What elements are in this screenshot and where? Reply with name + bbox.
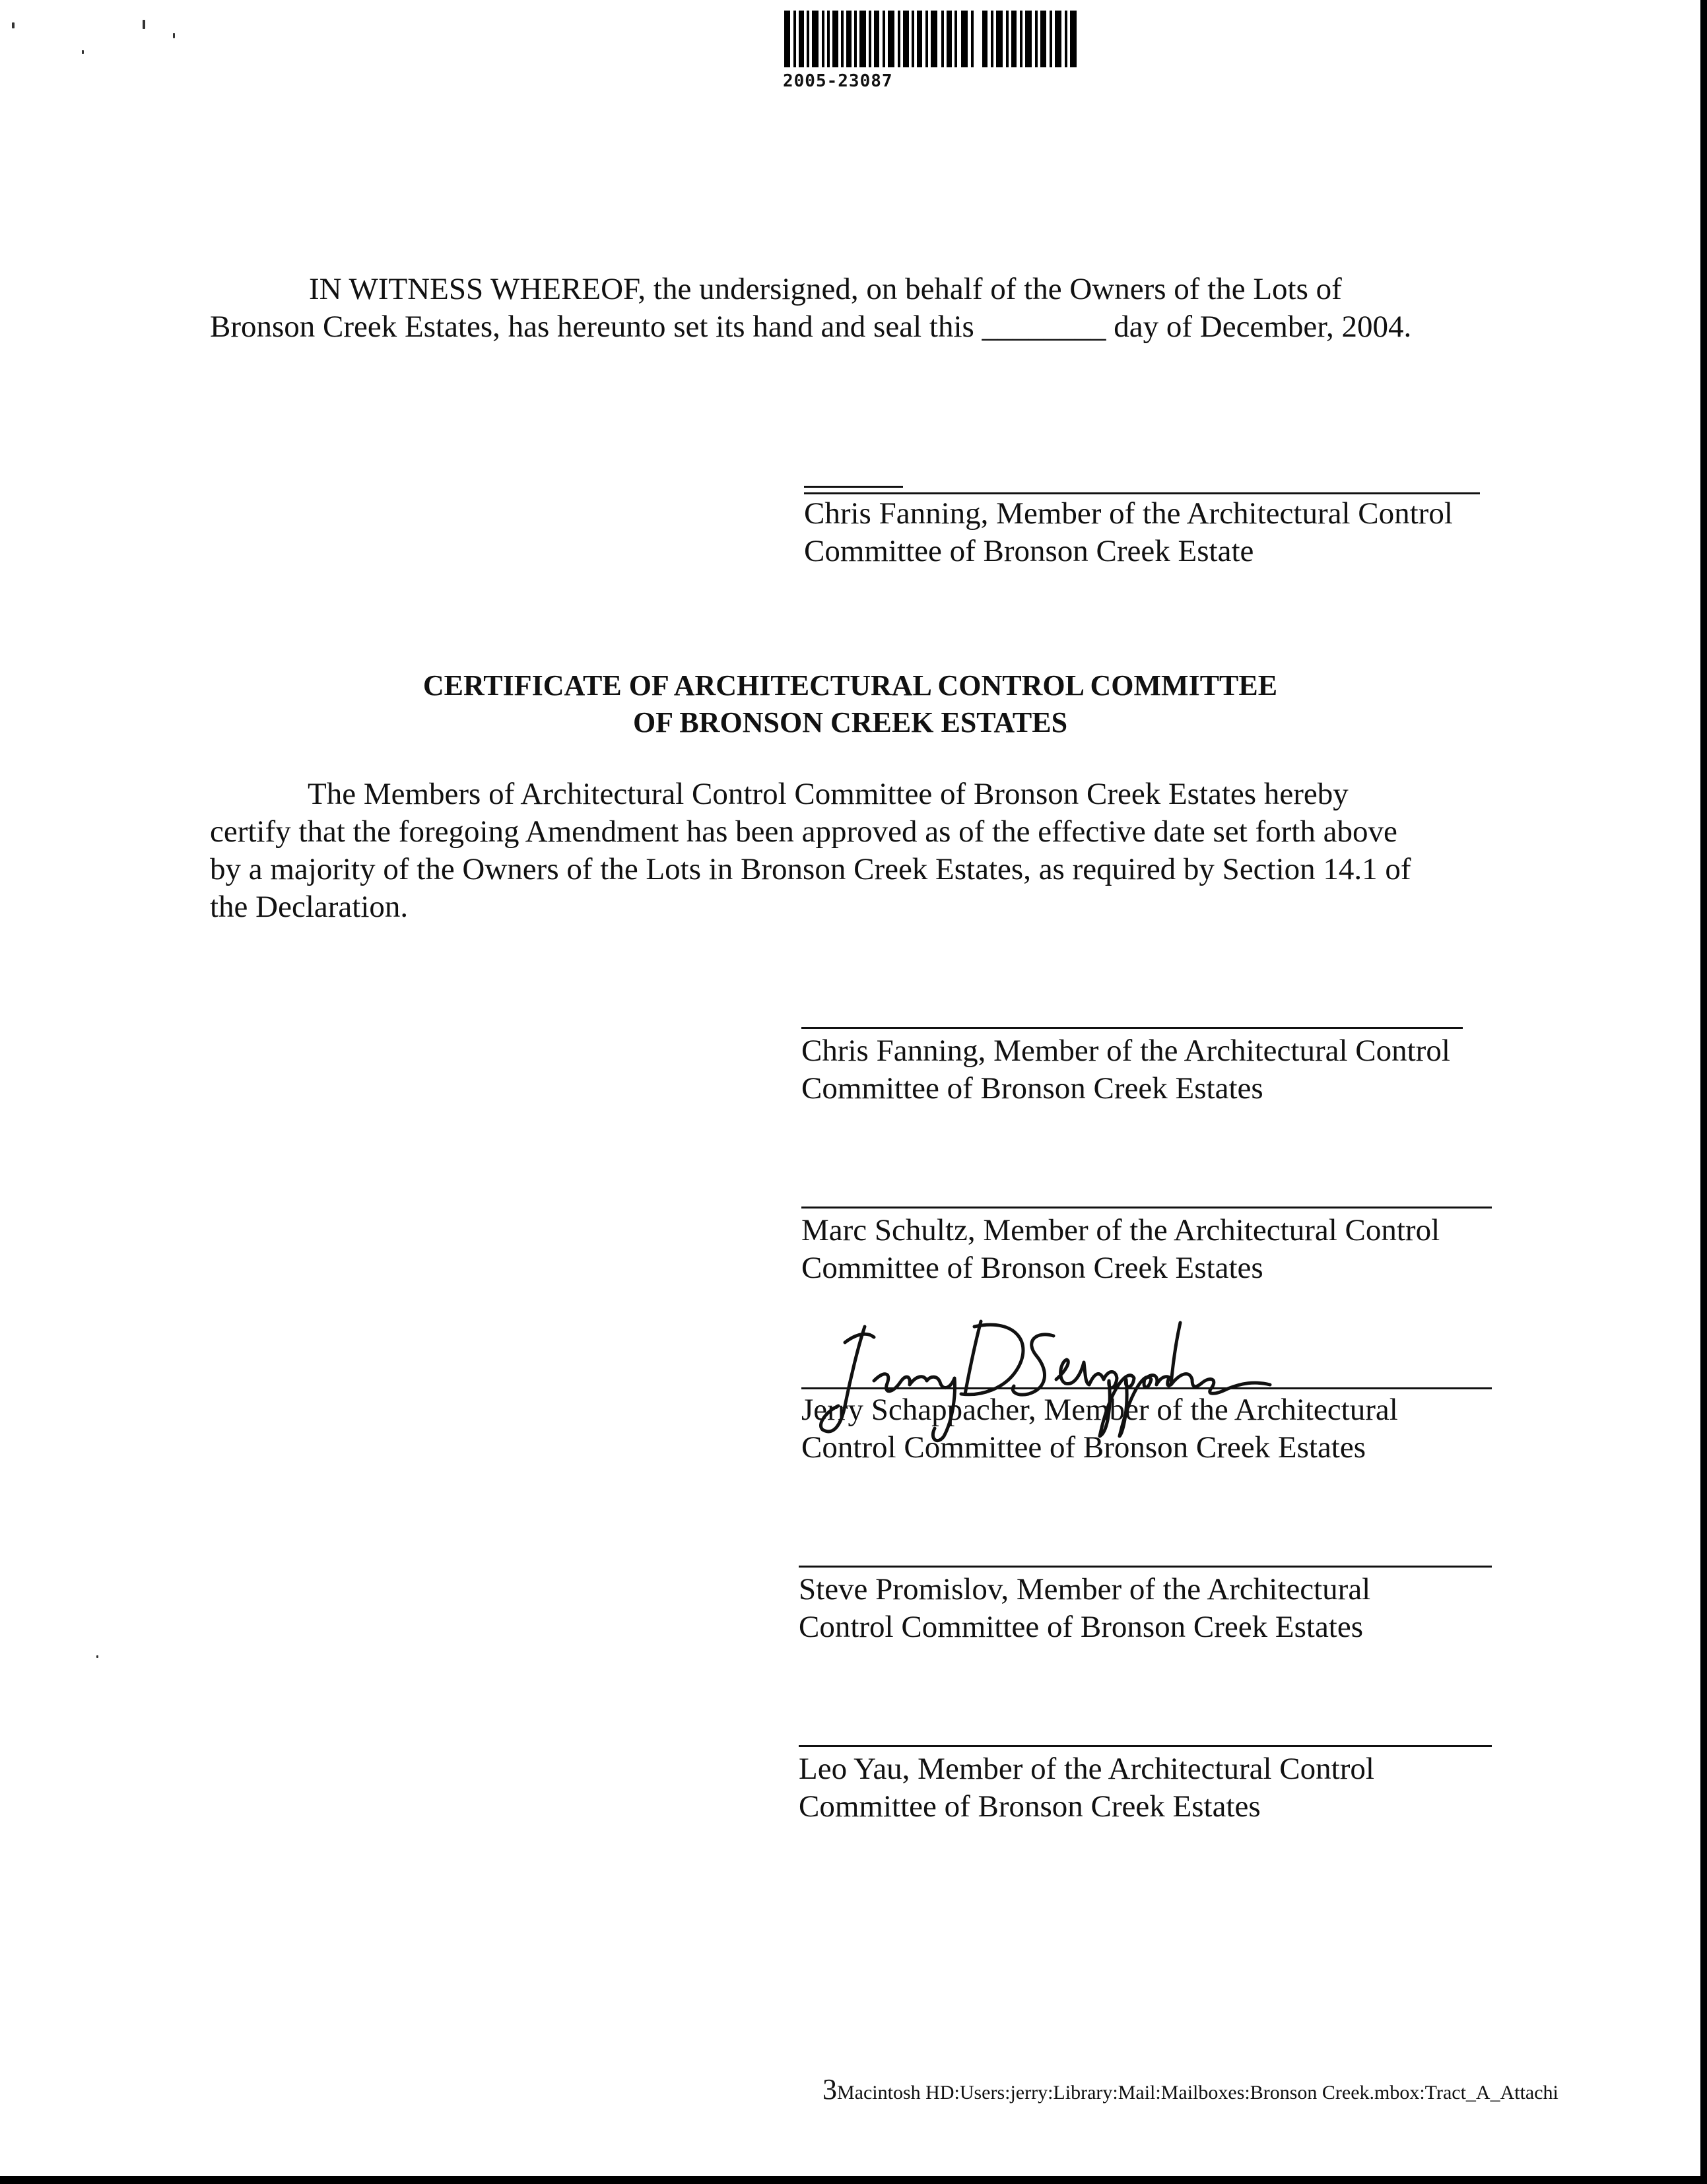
certificate-body-line-2: certify that the foregoing Amendment has been approved as of the effective date set forth above bbox=[210, 814, 1397, 849]
scan-speck bbox=[12, 22, 15, 28]
barcode-number: 2005-23087 bbox=[783, 71, 893, 91]
scan-speck bbox=[96, 1655, 98, 1658]
page-border-bottom bbox=[0, 2176, 1707, 2184]
page-border-right bbox=[1700, 0, 1707, 2184]
page-number: 3 bbox=[822, 2073, 837, 2105]
signatory-5-line-1: Leo Yau, Member of the Architectural Control bbox=[799, 1752, 1374, 1786]
barcode bbox=[784, 11, 1081, 67]
signatory-2-line-1: Marc Schultz, Member of the Architectural Control bbox=[801, 1213, 1440, 1247]
certificate-title-line-2: OF BRONSON CREEK ESTATES bbox=[632, 706, 1068, 739]
signatory-3-line-2: Control Committee of Bronson Creek Estates bbox=[801, 1430, 1366, 1465]
signature-line-short bbox=[804, 486, 903, 488]
certificate-body-line-1: The Members of Architectural Control Committee of Bronson Creek Estates hereby bbox=[308, 777, 1349, 811]
signatory-3-line-1: Jerry Schappacher, Member of the Architectural bbox=[801, 1393, 1398, 1427]
signature-line bbox=[799, 1745, 1492, 1747]
first-signatory-line-1: Chris Fanning, Member of the Architectural Control bbox=[804, 496, 1453, 531]
page-footer bbox=[822, 2072, 1558, 2106]
signature-line bbox=[804, 492, 1480, 494]
file-path: Macintosh HD:Users:jerry:Library:Mail:Mailboxes:Bronson Creek.mbox:Tract_A_Attachi bbox=[837, 2082, 1558, 2103]
signatory-2-line-2: Committee of Bronson Creek Estates bbox=[801, 1251, 1263, 1285]
certificate-body-line-3: by a majority of the Owners of the Lots in Bronson Creek Estates, as required by Section 14.1 of bbox=[210, 852, 1411, 886]
signature-line bbox=[801, 1027, 1463, 1029]
signature-line bbox=[799, 1566, 1492, 1568]
handwritten-signature bbox=[819, 1307, 1274, 1445]
certificate-body-line-4: the Declaration. bbox=[210, 890, 409, 924]
signatory-4-line-1: Steve Promislov, Member of the Architectural bbox=[799, 1572, 1371, 1606]
signatory-1-line-2: Committee of Bronson Creek Estates bbox=[801, 1071, 1263, 1106]
scan-speck bbox=[173, 33, 175, 38]
signatory-1-line-1: Chris Fanning, Member of the Architectural Control bbox=[801, 1034, 1450, 1068]
witness-line-1: IN WITNESS WHEREOF, the undersigned, on behalf of the Owners of the Lots of bbox=[309, 272, 1342, 306]
scan-speck bbox=[143, 20, 145, 29]
signatory-5-line-2: Committee of Bronson Creek Estates bbox=[799, 1789, 1261, 1824]
scan-speck bbox=[82, 50, 84, 54]
signature-line bbox=[801, 1207, 1492, 1208]
signatory-4-line-2: Control Committee of Bronson Creek Estates bbox=[799, 1610, 1364, 1644]
certificate-title-line-1: CERTIFICATE OF ARCHITECTURAL CONTROL COMMITTEE bbox=[422, 669, 1278, 702]
first-signatory-line-2: Committee of Bronson Creek Estate bbox=[804, 534, 1254, 568]
witness-line-2: Bronson Creek Estates, has hereunto set its hand and seal this ________ day of December, 2004. bbox=[210, 310, 1412, 344]
